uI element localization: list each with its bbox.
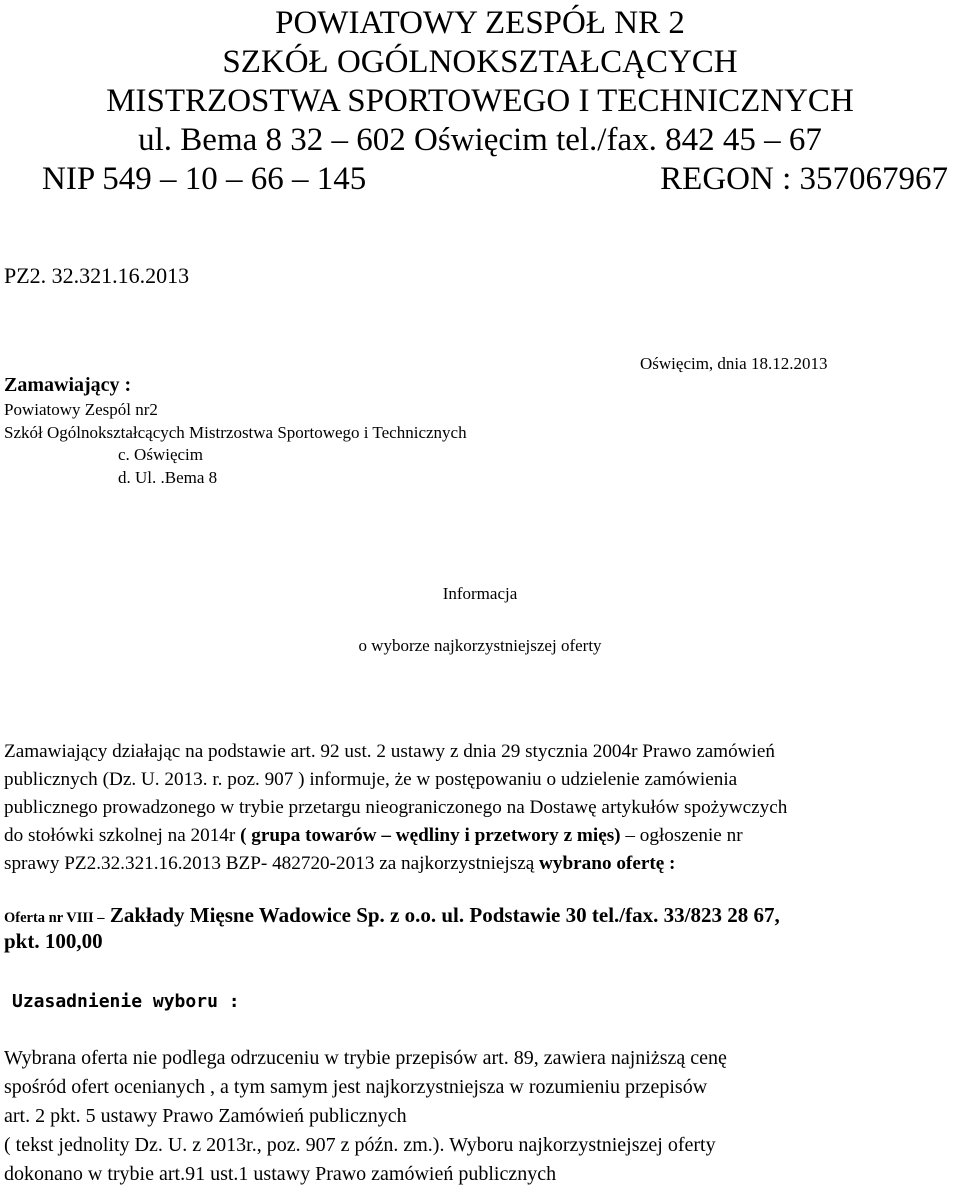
justification-line4: ( tekst jednolity Dz. U. z 2013r., poz. 907 z późn. zm.). Wyboru najkorzystniejszej oferty (4, 1134, 716, 1156)
offer-line1 (4, 903, 780, 930)
body-line5 (4, 853, 675, 875)
letterhead-ids (0, 160, 960, 199)
document-title: Informacja (442, 584, 518, 603)
offer-company: Zakłady Mięsne Wadowice Sp. z o.o. ul. Podstawie 30 tel./fax. 33/823 28 67, (104, 903, 780, 927)
buyer-name-line2: Szkół Ogólnokształcących Mistrzostwa Sportowego i Technicznych (4, 423, 467, 442)
letterhead-school-line1: POWIATOWY ZESPÓŁ NR 2 (275, 5, 685, 41)
body-line4-end: – ogłoszenie nr (620, 825, 743, 846)
body-line4 (4, 825, 743, 847)
letterhead-regon: REGON : 357067967 (660, 161, 948, 197)
justification-line3: art. 2 pkt. 5 ustawy Prawo Zamówień publicznych (4, 1105, 407, 1127)
buyer-city: c. Oświęcim (118, 445, 203, 464)
justification-line2: spośród ofert ocenianych , a tym samym jest najkorzystniejsza w rozumieniu przepisów (4, 1076, 708, 1098)
justification-line5: dokonano w trybie art.91 ust.1 ustawy Prawo zamówień publicznych (4, 1163, 557, 1185)
letterhead (0, 4, 960, 199)
buyer-heading: Zamawiający : (4, 374, 132, 396)
letterhead-address: ul. Bema 8 32 – 602 Oświęcim tel./fax. 842 45 – 67 (138, 122, 822, 158)
document-subtitle: o wyborze najkorzystniejszej oferty (358, 636, 602, 655)
body-chosen-offer: wybrano ofertę : (539, 853, 676, 874)
body-line2: publicznych (Dz. U. 2013. r. poz. 907 ) informuje, że w postępowaniu o udzielenie zamówienia (4, 769, 738, 790)
offer-points: pkt. 100,00 (4, 929, 103, 953)
letterhead-school-line3: MISTRZOSTWA SPORTOWEGO I TECHNICZNYCH (106, 83, 854, 119)
body-line5-start: sprawy PZ2.32.321.16.2013 BZP- 482720-2013 za najkorzystniejszą (4, 853, 540, 874)
body-goods-group: ( grupa towarów – wędliny i przetwory z mięs) (240, 825, 621, 846)
document-date: Oświęcim, dnia 18.12.2013 (640, 354, 828, 373)
justification-line1: Wybrana oferta nie podlega odrzuceniu w trybie przepisów art. 89, zawiera najniższą cenę (4, 1047, 727, 1069)
letterhead-nip: NIP 549 – 10 – 66 – 145 (42, 161, 367, 197)
letterhead-school-line2: SZKÓŁ OGÓLNOKSZTAŁCĄCYCH (222, 44, 738, 80)
body-line4-start: do stołówki szkolnej na 2014r (4, 825, 241, 846)
reference-number: PZ2. 32.321.16.2013 (4, 263, 190, 288)
offer-label: Oferta nr VIII – (4, 910, 105, 926)
buyer-street: d. Ul. .Bema 8 (118, 468, 218, 487)
body-line1: Zamawiający działając na podstawie art. 92 ust. 2 ustawy z dnia 29 stycznia 2004r Prawo zamówień (4, 741, 775, 762)
justification-heading: Uzasadnienie wyboru : (12, 991, 240, 1012)
buyer-name-line1: Powiatowy Zespól nr2 (4, 400, 158, 419)
body-line3: publicznego prowadzonego w trybie przetargu nieograniczonego na Dostawę artykułów spożywczych (4, 797, 788, 818)
